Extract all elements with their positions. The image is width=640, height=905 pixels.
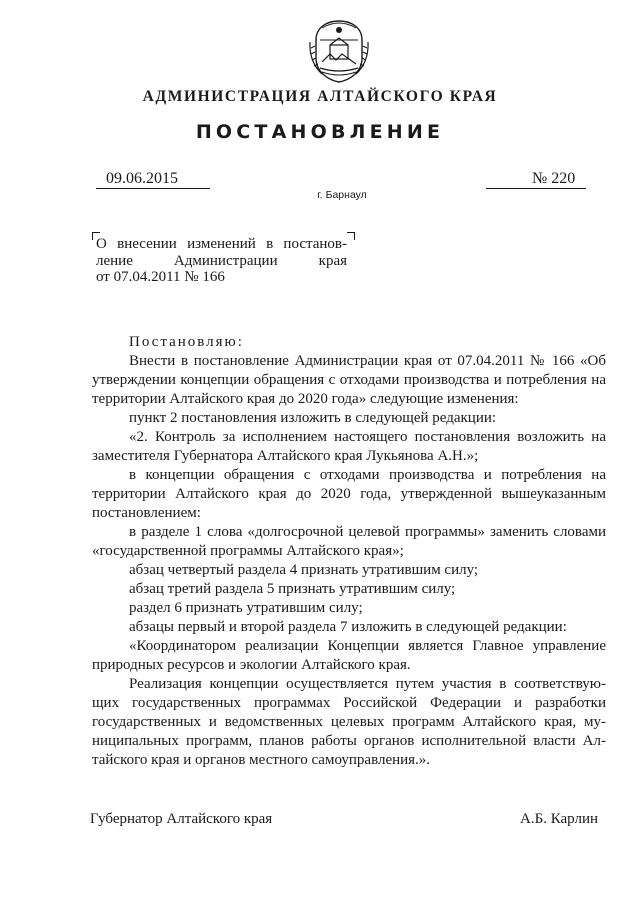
body-paragraph: раздел 6 признать утратившим силу;: [129, 600, 363, 616]
document-title: [96, 236, 347, 286]
body-paragraph: абзац четвертый раздела 4 признать утратившим силу;: [129, 562, 479, 578]
coat-of-arms-icon: [308, 18, 370, 84]
document-type-heading: ПОСТАНОВЛЕНИЕ: [195, 121, 445, 143]
title-line: от 07.04.2011 № 166: [96, 269, 225, 285]
body-paragraph: в концепции обращения с отходами производства и потребления на территории Алтайского края до 2020 года, утвержденной вышеуказанным постановлением:: [92, 467, 606, 521]
signature-title: Губернатор Алтайского края: [90, 811, 273, 827]
document-number: № 220: [486, 170, 586, 189]
body-paragraph: Реализация концепции осуществляется путем участия в соответствую-щих государственных программах Российской Федерации и разработки государственных и ведомственных целевых программ Алтайского края, му-ниципальных программ, планов работы органов исполнительной власти Ал-тайского края и органов местного самоуправления.».: [92, 676, 606, 768]
title-line: О внесении изменений в постанов-: [96, 236, 347, 252]
body-paragraph: в разделе 1 слова «долгосрочной целевой программы» заменить словами «государственной программы Алтайского края»;: [92, 524, 606, 559]
body-paragraph: «2. Контроль за исполнением настоящего постановления возложить на заместителя Губернатора Алтайского края Лукьянова А.Н.»;: [92, 429, 606, 464]
organization-name: АДМИНИСТРАЦИЯ АЛТАЙСКОГО КРАЯ: [142, 88, 498, 105]
body-paragraph: абзацы первый и второй раздела 7 изложить в следующей редакции:: [129, 619, 567, 635]
body-paragraph: пункт 2 постановления изложить в следующей редакции:: [129, 410, 497, 426]
document-date: 09.06.2015: [96, 170, 210, 189]
document-city: г. Барнаул: [317, 189, 367, 201]
title-line: ление Администрации края: [96, 252, 347, 269]
body-paragraph: абзац третий раздела 5 признать утратившим силу;: [129, 581, 456, 597]
title-bracket-right: [347, 232, 355, 240]
document-body: [92, 333, 606, 770]
body-paragraph: «Координатором реализации Концепции является Главное управление природных ресурсов и экологии Алтайского края.: [92, 638, 606, 673]
body-paragraph: Внести в постановление Администрации края от 07.04.2011 № 166 «Об утверждении концепции обращения с отходами производства и потребления на территории Алтайского края до 2020 года» следующие изменения:: [92, 353, 606, 407]
body-paragraph: Постановляю:: [129, 334, 244, 350]
signature-name: А.Б. Карлин: [520, 811, 599, 827]
